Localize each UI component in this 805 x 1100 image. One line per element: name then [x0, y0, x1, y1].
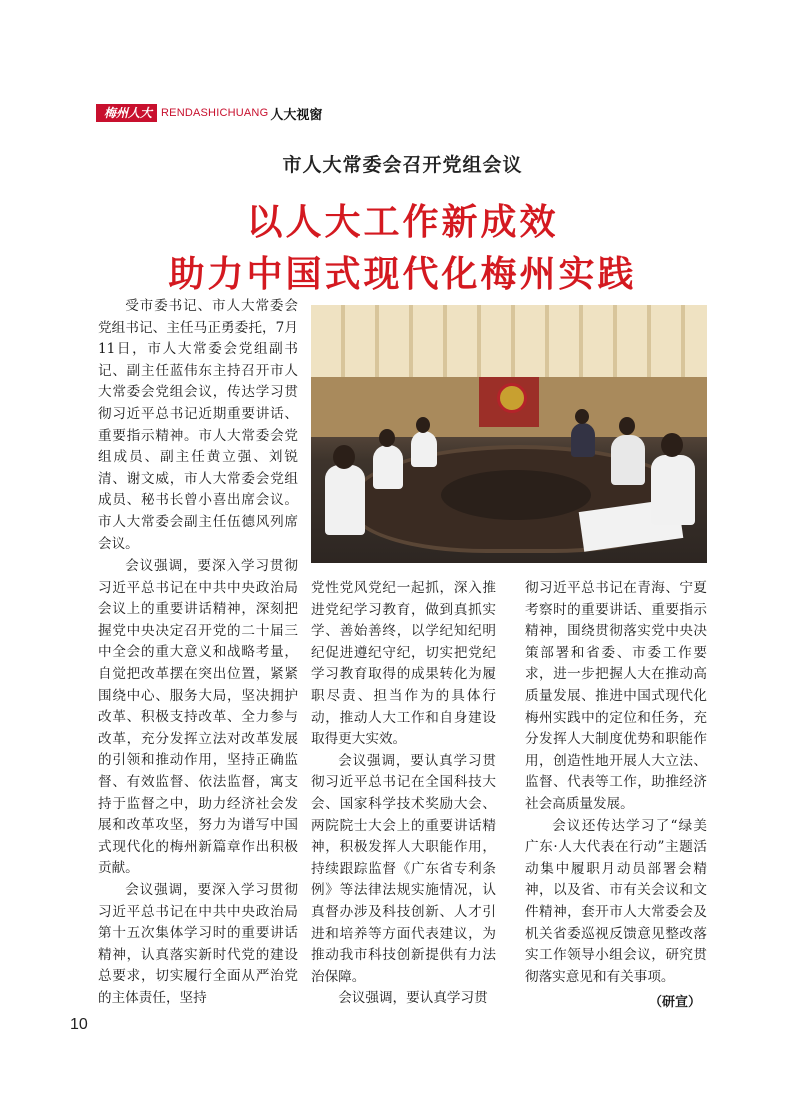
paragraph-5-start: 会议强调，要认真学习贯 [338, 990, 488, 1007]
section-name-chinese: 人大视窗 [270, 107, 323, 123]
paragraph-1: 受市委书记、市人大常委会党组书记、主任马正勇委托，7月11日，市人大常委会党组副书记、副主任蓝伟东主持召开市人大常委会党组会议，传达学习贯彻习近平总书记近期重要讲话、重要指示精神。市人大常委会党组成员、副主任黄立强、刘锐清、谢文威，市人大常委会党组成员、秘书长曾小喜出席会议。市人大常委会副主任伍德风列席会议。 [98, 298, 298, 552]
article-title-line-2: 助力中国式现代化梅州实践 [168, 254, 637, 295]
article-title-line-1: 以人大工作新成效 [246, 202, 559, 243]
section-name-english: RENDASHICHUANG [161, 107, 269, 119]
page-number: 10 [70, 1016, 88, 1033]
national-emblem-icon [497, 383, 527, 413]
meeting-photo [311, 305, 707, 563]
article-column-2 [311, 578, 496, 1010]
paragraph-3-start: 会议强调，要深入学习贯彻习近平总书记在中共中央政治局第十五次集体学习时的重要讲话精神，认真落实新时代党的建设总要求，切实履行全面从严治党的主体责任，坚持 [98, 881, 298, 1006]
paragraph-5-end: 彻习近平总书记在青海、宁夏考察时的重要讲话、重要指示精神，围绕贯彻落实党中央决策部署和省委、市委工作要求，进一步把握人大在推动高质量发展、推进中国式现代化梅州实践中的定位和任务，充分发挥人大制度优势和职能作用，创造性地开展人大立法、监督、代表等工作，助推经济社会高质量发展。 [525, 580, 707, 812]
author-signature: （研宣） [648, 995, 701, 1011]
section-header [96, 104, 322, 122]
article-column-3 [525, 578, 707, 1014]
paragraph-3-end: 党性党风党纪一起抓，深入推进党纪学习教育，做到真抓实学、善始善终，以学纪知纪明纪促进遵纪守纪，切实把党纪学习教育取得的成果转化为履职尽责、担当作为的具体行动，推动人大工作和自身建设取得更大实效。 [311, 580, 496, 748]
paragraph-6: 会议还传达学习了“绿美广东·人大代表在行动”主题活动集中履职月动员部署会精神，以及省、市有关会议和文件精神，套开市人大常委会及机关省委巡视反馈意见整改落实工作领导小组会议，研究贯彻落实意见和有关事项。 [525, 817, 707, 985]
article-column-1-bottom [98, 556, 298, 1009]
paragraph-2: 会议强调，要深入学习贯彻习近平总书记在中共中央政治局会议上的重要讲话精神，深刻把握党中央决定召开党的二十届三中全会的重大意义和战略考量，自觉把改革摆在突出位置，紧紧围绕中心、服务大局，坚决拥护改革、积极支持改革、全力参与改革，充分发挥立法对改革发展的引领和推动作用，坚持正确监督、有效监督、依法监督，寓支持于监督之中，助力经济社会发展和改革攻坚，努力为谱写中国式现代化的梅州新篇章作出积极贡献。 [98, 558, 298, 877]
magazine-brand-box: 梅州人大 [96, 104, 157, 122]
paragraph-4: 会议强调，要认真学习贯彻习近平总书记在全国科技大会、国家科学技术奖励大会、两院院士大会上的重要讲话精神，积极发挥人大职能作用，持续跟踪监督《广东省专利条例》等法律法规实施情况，认真督办涉及科技创新、人才引进和培养等方面代表建议，为推动我市科技创新提供有力法治保障。 [311, 752, 496, 985]
article-column-1-top [98, 296, 298, 555]
article-subtitle: 市人大常委会召开党组会议 [282, 154, 523, 176]
